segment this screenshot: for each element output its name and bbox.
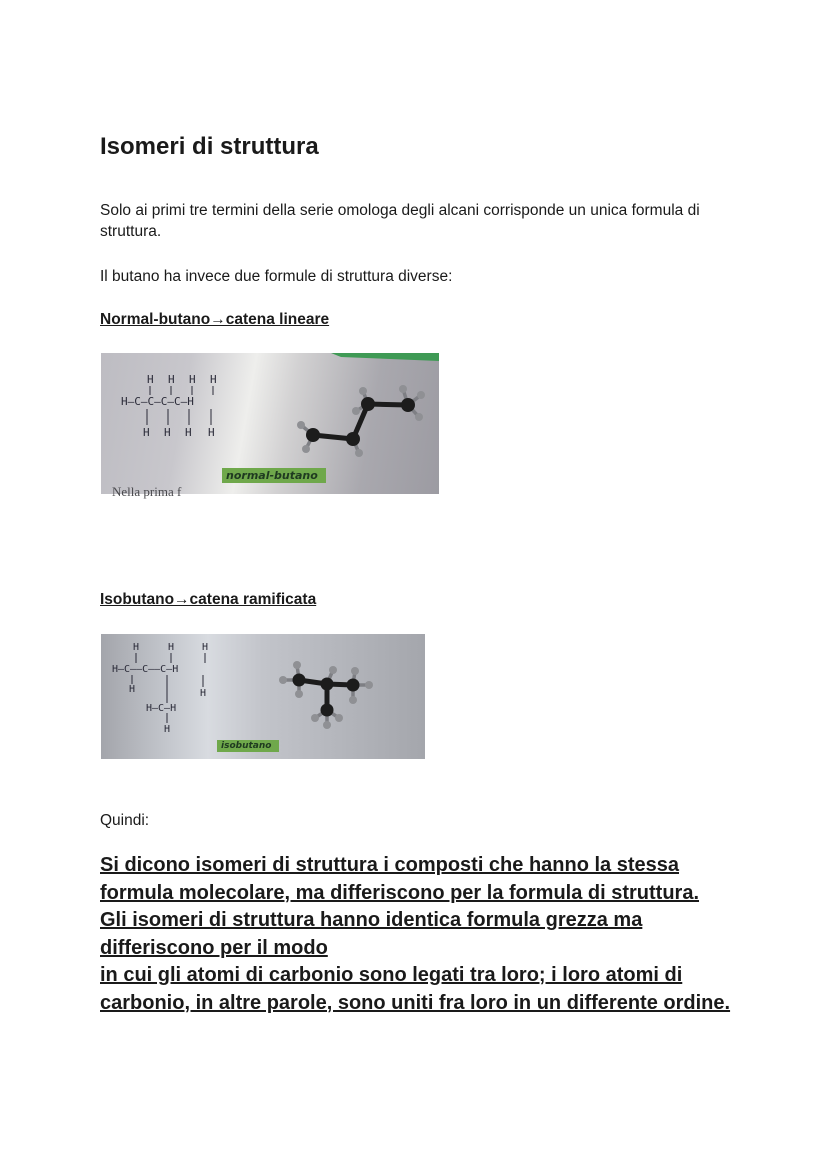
butane-intro: Il butano ha invece due formule di struttura diverse:: [100, 268, 453, 285]
definition-paragraph: [100, 852, 740, 1017]
svg-text:H: H: [200, 688, 207, 699]
svg-text:H: H: [164, 724, 171, 735]
definition-line-1: Si dicono isomeri di struttura i composti che hanno la stessa formula molecolare, ma differiscono per la formula di struttura.: [100, 854, 700, 904]
svg-text:H: H: [147, 373, 154, 386]
isobutane-3d-model: [279, 661, 373, 729]
isobutane-structural-formula: [112, 642, 208, 735]
normal-butane-3d-model: [297, 385, 425, 457]
svg-text:H: H: [133, 642, 140, 653]
quindi-text: Quindi:: [100, 812, 150, 829]
svg-text:H–C——C——C–H: H–C——C——C–H: [112, 664, 179, 675]
definition-line-3: in cui gli atomi di carbonio sono legati tra loro; i loro atomi di carbonio, in altre parole, sono uniti fra loro in un differente ordine.: [100, 964, 731, 1014]
normal-butane-heading: Normal-butano→catena lineare: [100, 311, 330, 328]
definition-line-2: Gli isomeri di struttura hanno identica formula grezza ma differiscono per il modo: [100, 909, 643, 959]
svg-text:H: H: [164, 426, 171, 439]
svg-text:H: H: [185, 426, 192, 439]
svg-text:H: H: [189, 373, 196, 386]
green-strip: [331, 353, 439, 361]
page-title: Isomeri di struttura: [100, 133, 319, 160]
svg-text:H–C–H: H–C–H: [146, 703, 177, 714]
book-caption-fragment: Nella prima f: [112, 484, 182, 499]
svg-text:H: H: [129, 684, 136, 695]
svg-text:H: H: [168, 642, 175, 653]
svg-text:H: H: [143, 426, 150, 439]
svg-text:H: H: [168, 373, 175, 386]
svg-text:H–C–C–C–C–H: H–C–C–C–C–H: [121, 395, 194, 408]
svg-text:H: H: [202, 642, 209, 653]
isobutane-label: isobutano: [217, 740, 279, 752]
intro-paragraph: Solo ai primi tre termini della serie omologa degli alcani corrisponde un unica formula di struttura.: [100, 202, 700, 240]
svg-text:H: H: [208, 426, 215, 439]
svg-text:H: H: [210, 373, 217, 386]
isobutane-heading: Isobutano→catena ramificata: [100, 591, 317, 608]
normal-butane-label: normal-butano: [222, 468, 326, 483]
normal-butane-structural-formula: [121, 373, 217, 439]
